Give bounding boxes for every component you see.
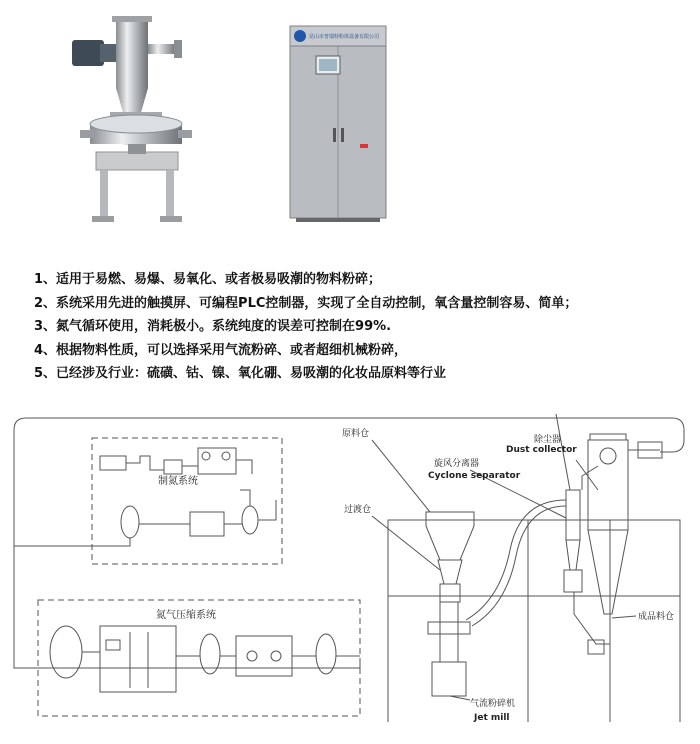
feature-item-4: 4、根据物料性质，可以选择采用气流粉碎、或者超细机械粉碎， <box>34 342 408 358</box>
feature-item-3: 3、氮气循环使用，消耗极小。系统纯度的误差可控制在99%. <box>34 319 392 334</box>
feature-item-2: 2、系统采用先进的触摸屏、可编程PLC控制器，实现了全自动控制，氧含量控制容易、简单； <box>34 295 578 311</box>
label-nitrogen-system: 制氮系统 <box>158 476 198 487</box>
process-diagram <box>0 400 700 744</box>
jet-mill-photo <box>70 12 200 227</box>
feature-list <box>34 268 577 386</box>
cabinet-brand-label: 昆山市普瑞特粉体设备有限公司 <box>294 29 384 43</box>
label-compression-system: 氮气压缩系统 <box>156 610 216 621</box>
label-cyclone-en: Cyclone separator <box>428 471 521 481</box>
label-product-bin: 成品料仓 <box>638 612 675 622</box>
control-cabinet-photo <box>286 24 390 224</box>
label-dust-en: Dust collector <box>506 445 577 455</box>
label-buffer-bin: 过渡仓 <box>344 505 372 515</box>
label-dust-cn: 除尘器 <box>534 435 562 445</box>
company-logo-icon <box>294 30 306 42</box>
feature-item-1: 1、适用于易燃、易爆、易氧化、或者极易吸潮的物料粉碎； <box>34 272 382 287</box>
label-jetmill-en: Jet mill <box>474 713 510 723</box>
label-raw-material-bin: 原料仓 <box>342 429 370 439</box>
label-cyclone-cn: 旋风分离器 <box>434 459 480 469</box>
label-jetmill-cn: 气流粉碎机 <box>470 699 516 709</box>
feature-item-5: 5、已经涉及行业：硫磺、钴、镍、氧化硼、易吸潮的化妆品原料等行业 <box>34 366 447 381</box>
